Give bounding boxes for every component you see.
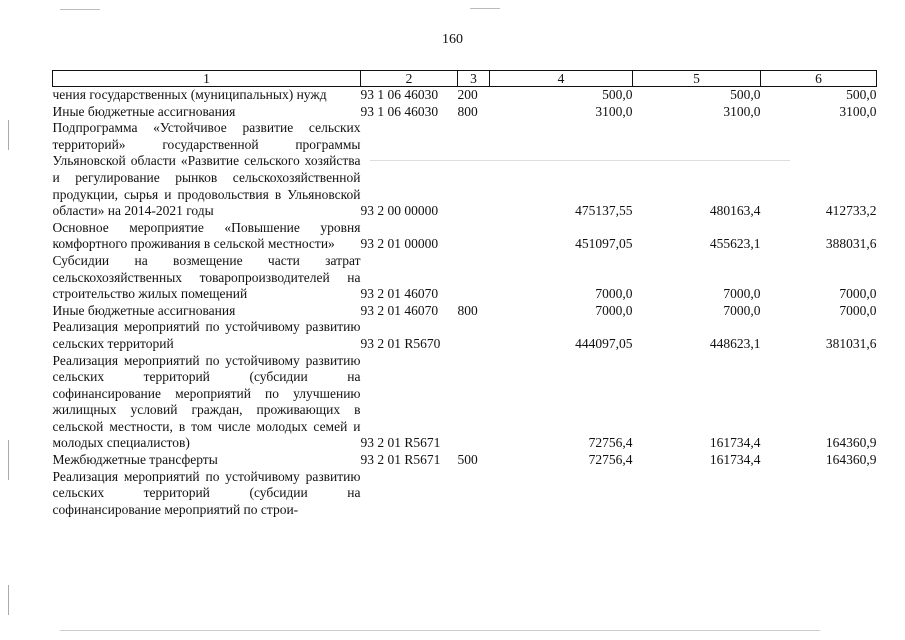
row-name: Реализация мероприятий по устойчивому развитию сельских территорий (субсидии на софинансирование мероприятий по улучшению жилищных условий граждан, проживающих в сельской местности, в том числе молодых семей и молодых специалистов) (52, 352, 361, 451)
row-value-2021 (761, 469, 877, 519)
table-header-row (53, 71, 877, 87)
row-value-2019: 444097,05 (575, 335, 633, 351)
scan-artifact (60, 9, 100, 10)
row-name: Межбюджетные трансферты (52, 452, 218, 468)
table-row (53, 104, 877, 121)
row-target-code: 93 2 01 R5670 (360, 335, 441, 351)
row-value-2019: 72756,4 (588, 435, 633, 451)
row-expense-type (458, 469, 490, 519)
row-name: Субсидии на возмещение части затрат сельскохозяйственных товаропроизводителей на строительство жилых помещений (52, 252, 361, 302)
row-value-2021: 388031,6 (825, 236, 877, 252)
row-target-code: 93 2 01 46070 (360, 286, 439, 302)
table-row (53, 469, 877, 519)
table-row (53, 303, 877, 320)
header-col-2: 2 (361, 71, 458, 87)
row-name: Иные бюджетные ассигнования (52, 103, 236, 119)
table-row (53, 87, 877, 104)
budget-table (52, 70, 877, 518)
row-value-2020: 500,0 (730, 87, 761, 102)
row-value-2021: 381031,6 (825, 335, 877, 351)
row-expense-type (458, 120, 490, 220)
scan-artifact (60, 630, 820, 631)
row-value-2019: 7000,0 (595, 302, 633, 318)
row-value-2020: 161734,4 (709, 435, 761, 451)
header-col-5: 5 (633, 71, 761, 87)
header-col-4: 4 (490, 71, 633, 87)
scan-artifact (370, 160, 790, 161)
row-target-code: 93 2 01 00000 (360, 236, 439, 252)
row-value-2020: 448623,1 (709, 335, 761, 351)
row-expense-type (458, 353, 490, 453)
table-row (53, 253, 877, 303)
table-row (53, 220, 877, 253)
row-target-code: 93 1 06 46030 (360, 87, 439, 102)
row-name: Подпрограмма «Устойчивое развитие сельских территорий» государственной программы Ульяновской области «Развитие сельского хозяйства и регулирование рынков сельскохозяйственной продукции, сырья и продовольствия в Ульяновской области» на 2014-2021 годы (52, 120, 361, 219)
row-value-2020: 455623,1 (709, 236, 761, 252)
scan-artifact (8, 120, 9, 150)
row-target-code: 93 1 06 46030 (360, 103, 439, 119)
row-value-2021: 164360,9 (825, 452, 877, 468)
row-name: Иные бюджетные ассигнования (52, 302, 236, 318)
scan-artifact (8, 440, 9, 480)
row-value-2020: 7000,0 (723, 302, 761, 318)
row-expense-type (458, 220, 490, 253)
table-row (53, 319, 877, 352)
table-row (53, 353, 877, 453)
row-value-2021: 3100,0 (839, 103, 877, 119)
table-row (53, 452, 877, 469)
row-value-2021: 412733,2 (825, 203, 877, 219)
row-value-2020 (633, 469, 761, 519)
row-value-2019 (490, 469, 633, 519)
row-target-code: 93 2 00 00000 (360, 203, 439, 219)
row-value-2019: 475137,55 (575, 203, 633, 219)
scan-artifact (470, 8, 500, 9)
row-expense-type (458, 319, 490, 352)
row-value-2019: 500,0 (602, 87, 633, 102)
row-expense-type: 200 (457, 87, 478, 102)
row-name: чения государственных (муниципальных) нужд (52, 87, 327, 102)
header-col-1: 1 (53, 71, 361, 87)
row-target-code: 93 2 01 R5671 (360, 452, 441, 468)
header-col-6: 6 (761, 71, 877, 87)
row-name: Реализация мероприятий по устойчивому развитию сельских территорий (субсидии на софинансирование мероприятий по строи- (52, 468, 361, 517)
row-value-2020: 480163,4 (709, 203, 761, 219)
row-name: Реализация мероприятий по устойчивому развитию сельских территорий (52, 319, 361, 351)
row-expense-type: 800 (457, 302, 478, 318)
row-value-2020: 3100,0 (723, 103, 761, 119)
row-value-2020: 161734,4 (709, 452, 761, 468)
row-target-code (361, 469, 458, 519)
header-col-3: 3 (458, 71, 490, 87)
row-value-2020: 7000,0 (723, 286, 761, 302)
page-number: 160 (442, 32, 463, 47)
row-value-2021: 500,0 (846, 87, 877, 102)
row-value-2019: 451097,05 (575, 236, 633, 252)
row-name: Основное мероприятие «Повышение уровня комфортного проживания в сельской местности» (52, 219, 361, 252)
row-value-2021: 164360,9 (825, 435, 877, 451)
row-target-code: 93 2 01 R5671 (360, 435, 441, 451)
table-row (53, 120, 877, 220)
row-expense-type: 800 (457, 103, 478, 119)
scan-artifact (8, 585, 9, 615)
row-value-2019: 3100,0 (595, 103, 633, 119)
row-expense-type (458, 253, 490, 303)
row-expense-type: 500 (457, 452, 478, 468)
row-value-2021: 7000,0 (839, 286, 877, 302)
row-value-2019: 7000,0 (595, 286, 633, 302)
row-target-code: 93 2 01 46070 (360, 302, 439, 318)
row-value-2021: 7000,0 (839, 302, 877, 318)
row-value-2019: 72756,4 (588, 452, 633, 468)
